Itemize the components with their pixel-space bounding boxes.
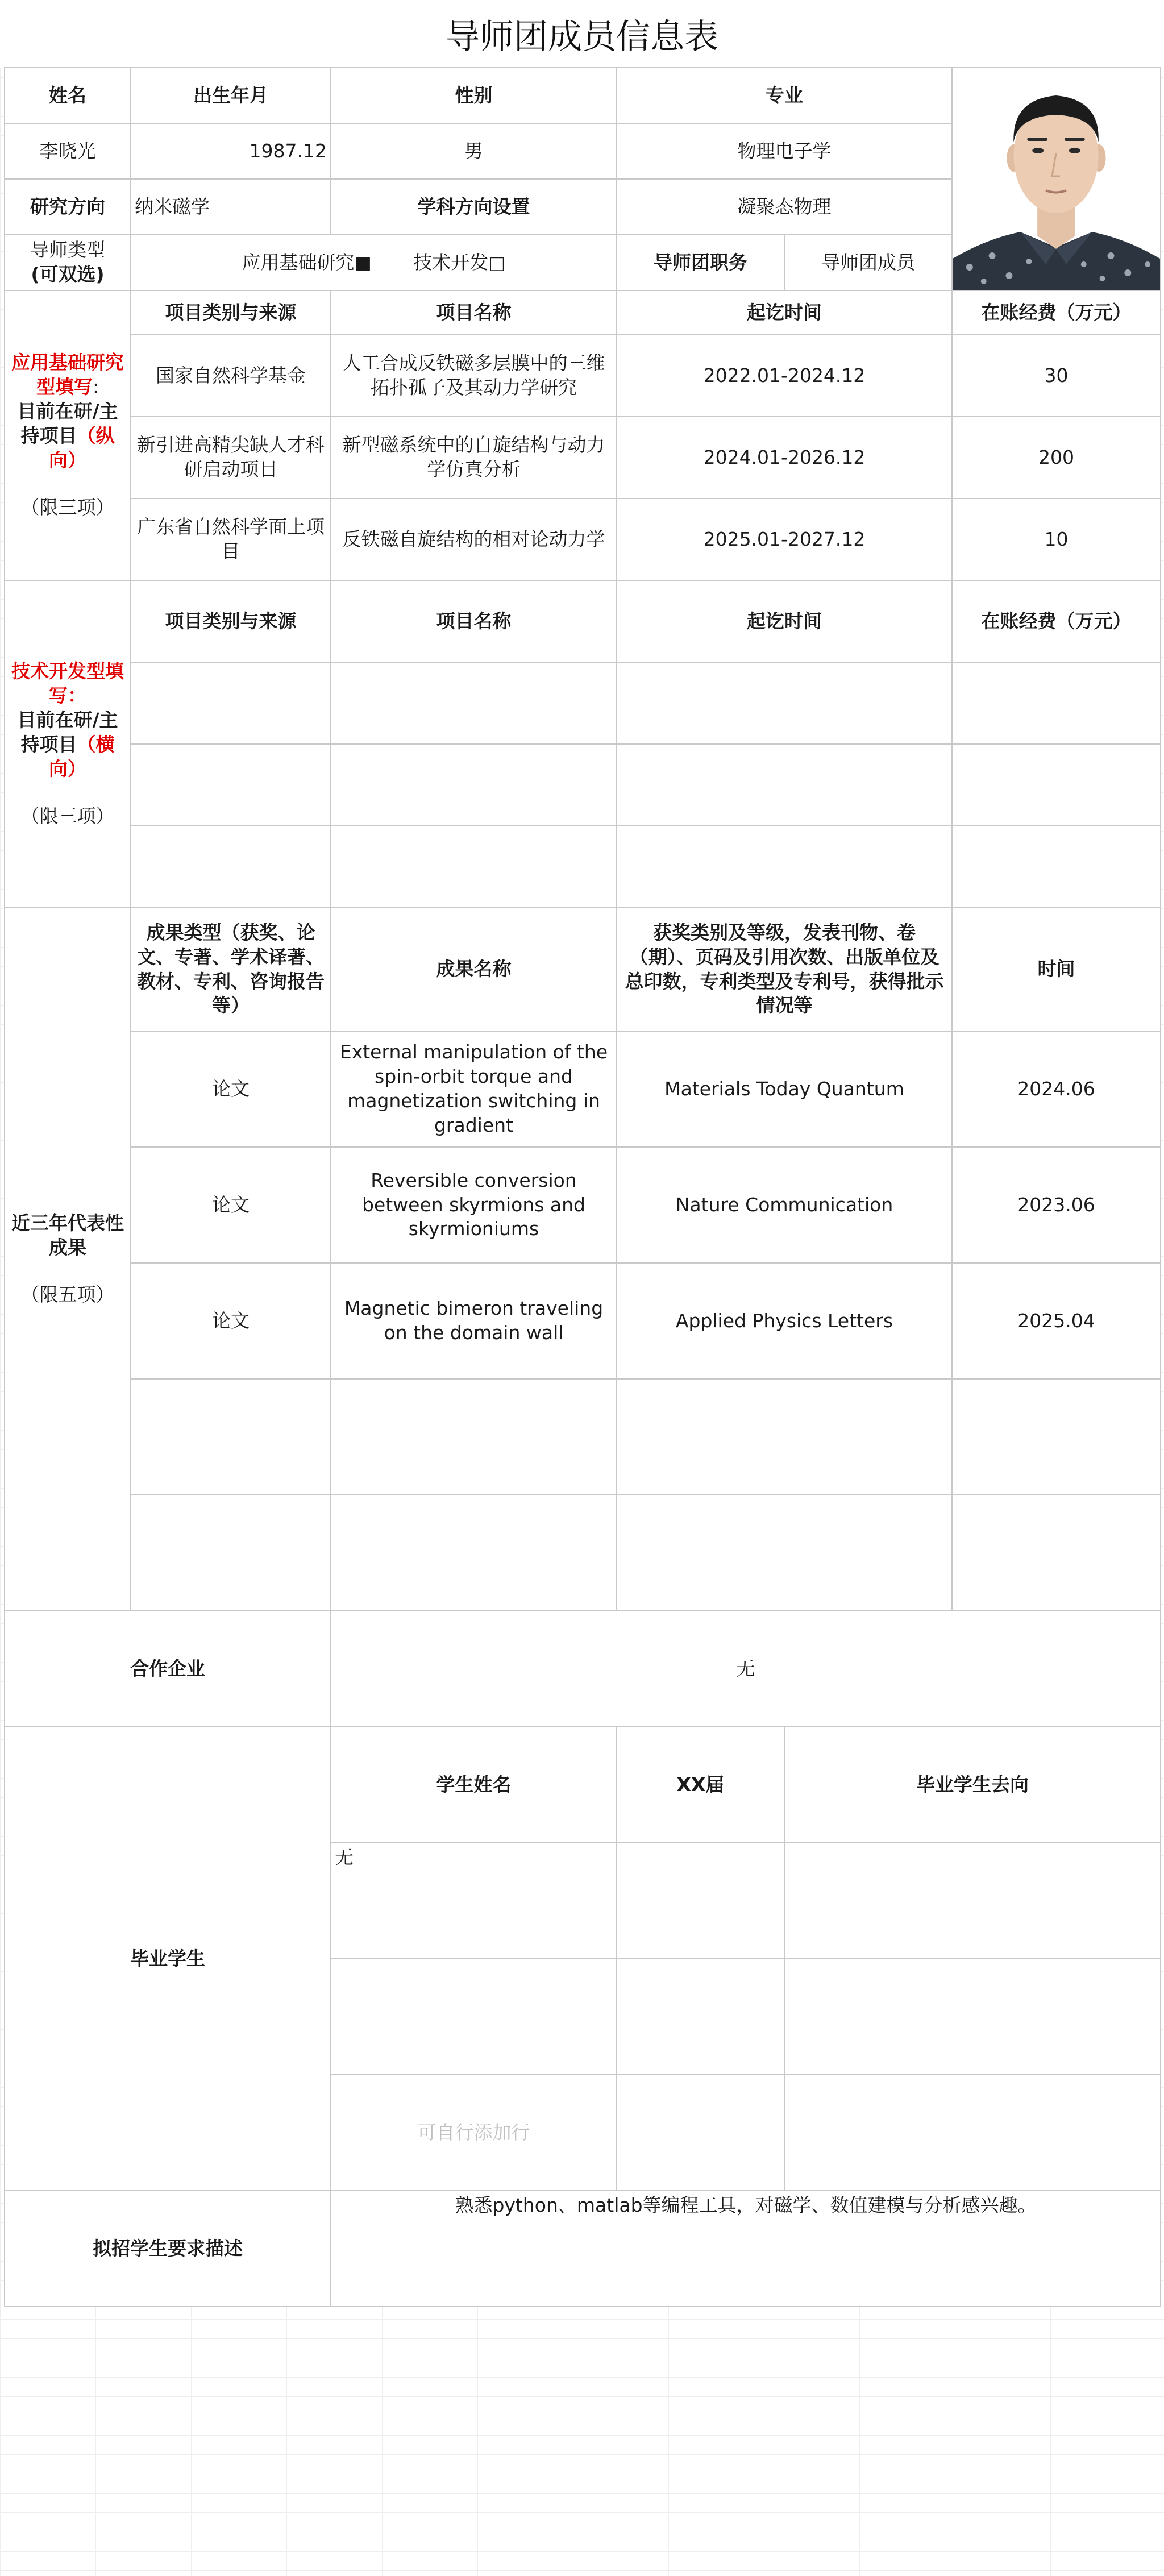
project-source-header: 项目类别与来源 (131, 290, 331, 335)
achievement-name: Reversible conversion between skyrmions and skyrmioniums (331, 1147, 617, 1263)
gender-value: 男 (331, 123, 617, 179)
project-source: 新引进高精尖缺人才科研启动项目 (131, 417, 331, 498)
project-funds: 10 (952, 498, 1161, 580)
empty-cell[interactable] (952, 826, 1161, 908)
profile-photo (953, 68, 1160, 290)
achievement-detail: Applied Physics Letters (617, 1263, 952, 1379)
project-name: 人工合成反铁磁多层膜中的三维拓扑孤子及其动力学研究 (331, 335, 617, 417)
major-value: 物理电子学 (617, 123, 952, 179)
table-row (5, 498, 1161, 580)
table-row (5, 826, 1161, 908)
option-tech-label: 技术开发 (413, 251, 489, 273)
requirements-value: 熟悉python、matlab等编程工具，对磁学、数值建模与分析感兴趣。 (331, 2191, 1161, 2307)
option-applied-checkbox[interactable]: ■ (354, 251, 372, 273)
achievements-side-limit: （限五项） (20, 1283, 115, 1306)
achievements-side: 近三年代表性成果 (11, 1212, 124, 1259)
tech-side-red: 技术开发型填写： (11, 660, 124, 707)
mentor-type-label (5, 235, 131, 290)
discipline-value: 凝聚态物理 (617, 179, 952, 235)
mentor-role-value: 导师团成员 (784, 235, 952, 290)
project-funds-header: 在账经费（万元） (952, 580, 1161, 662)
info-table (4, 67, 1161, 2307)
project-name: 反铁磁自旋结构的相对论动力学 (331, 498, 617, 580)
mentor-type-label-main: 导师类型 (30, 239, 105, 261)
cooperation-label: 合作企业 (5, 1611, 331, 1727)
project-period: 2025.01-2027.12 (617, 498, 952, 580)
empty-cell[interactable] (952, 744, 1161, 826)
empty-cell[interactable] (617, 2075, 784, 2191)
photo-cell (952, 68, 1161, 290)
table-row (5, 1031, 1161, 1147)
empty-cell[interactable] (131, 744, 331, 826)
mentor-role-label: 导师团职务 (617, 235, 784, 290)
option-applied-label: 应用基础研究 (242, 251, 355, 273)
gender-header: 性别 (331, 68, 617, 123)
applied-side-limit: （限三项） (20, 496, 115, 518)
table-row (5, 335, 1161, 417)
tech-side-red2: （横向） (49, 733, 115, 780)
project-name-header: 项目名称 (331, 290, 617, 335)
research-direction-value: 纳米磁学 (131, 179, 331, 235)
cooperation-value: 无 (331, 1611, 1161, 1727)
empty-cell[interactable] (952, 1495, 1161, 1611)
applied-side-colon: : (92, 376, 99, 398)
empty-cell[interactable] (617, 1959, 784, 2075)
project-source-header: 项目类别与来源 (131, 580, 331, 662)
mentor-type-options (131, 235, 617, 290)
achievement-type: 论文 (131, 1263, 331, 1379)
achievement-type: 论文 (131, 1031, 331, 1147)
project-name-header: 项目名称 (331, 580, 617, 662)
achievement-detail-header: 获奖类别及等级，发表刊物、卷（期）、页码及引用次数、出版单位及总印数，专利类型及专利号，获得批示情况等 (617, 908, 952, 1031)
empty-cell[interactable] (952, 1379, 1161, 1495)
empty-cell[interactable] (784, 1959, 1161, 2075)
empty-cell[interactable] (617, 1379, 952, 1495)
project-funds: 200 (952, 417, 1161, 498)
name-value: 李晓光 (5, 123, 131, 179)
birth-value: 1987.12 (131, 123, 331, 179)
birth-header: 出生年月 (131, 68, 331, 123)
empty-cell[interactable] (617, 1843, 784, 1959)
discipline-label: 学科方向设置 (331, 179, 617, 235)
empty-cell[interactable] (617, 662, 952, 744)
achievement-type-header: 成果类型（获奖、论文、专著、学术译著、教材、专利、咨询报告等） (131, 908, 331, 1031)
empty-cell[interactable] (131, 826, 331, 908)
achievement-time-header: 时间 (952, 908, 1161, 1031)
applied-side-black: 目前在研/主持项目 (17, 400, 118, 447)
project-name: 新型磁系统中的自旋结构与动力学仿真分析 (331, 417, 617, 498)
empty-cell[interactable] (617, 1495, 952, 1611)
applied-side-red2: （纵向） (49, 425, 115, 471)
project-funds: 30 (952, 335, 1161, 417)
empty-cell[interactable] (331, 1959, 617, 2075)
table-row (5, 1147, 1161, 1263)
empty-cell[interactable] (331, 1495, 617, 1611)
student-name-value[interactable]: 无 (331, 1843, 617, 1959)
empty-cell[interactable] (617, 744, 952, 826)
table-row (5, 744, 1161, 826)
achievement-name: External manipulation of the spin-orbit torque and magnetization switching in gradient (331, 1031, 617, 1147)
table-row (5, 1379, 1161, 1495)
tech-side-limit: （限三项） (20, 804, 115, 827)
table-row (5, 1495, 1161, 1611)
add-row-hint[interactable]: 可自行添加行 (331, 2075, 617, 2191)
page-title: 导师团成员信息表 (0, 0, 1164, 68)
empty-cell[interactable] (131, 662, 331, 744)
project-period-header: 起讫时间 (617, 580, 952, 662)
empty-cell[interactable] (784, 1843, 1161, 1959)
student-destination-header: 毕业学生去向 (784, 1727, 1161, 1843)
achievement-time: 2024.06 (952, 1031, 1161, 1147)
applied-projects-side-label (5, 290, 131, 580)
graduates-label: 毕业学生 (5, 1727, 331, 2191)
project-period: 2024.01-2026.12 (617, 417, 952, 498)
empty-cell[interactable] (617, 826, 952, 908)
empty-cell[interactable] (331, 744, 617, 826)
project-funds-header: 在账经费（万元） (952, 290, 1161, 335)
empty-cell[interactable] (952, 662, 1161, 744)
project-period: 2022.01-2024.12 (617, 335, 952, 417)
empty-cell[interactable] (331, 826, 617, 908)
requirements-label: 拟招学生要求描述 (5, 2191, 331, 2307)
tech-projects-side-label (5, 580, 131, 908)
empty-cell[interactable] (131, 1379, 331, 1495)
project-period-header: 起讫时间 (617, 290, 952, 335)
achievement-detail: Materials Today Quantum (617, 1031, 952, 1147)
empty-cell[interactable] (131, 1495, 331, 1611)
project-source: 国家自然科学基金 (131, 335, 331, 417)
empty-cell[interactable] (331, 1379, 617, 1495)
table-row (5, 417, 1161, 498)
table-row (5, 662, 1161, 744)
achievement-time: 2023.06 (952, 1147, 1161, 1263)
empty-cell[interactable] (331, 662, 617, 744)
project-source: 广东省自然科学面上项目 (131, 498, 331, 580)
tech-side-black: 目前在研/主持项目 (17, 709, 118, 755)
empty-cell[interactable] (784, 2075, 1161, 2191)
name-header: 姓名 (5, 68, 131, 123)
student-class-header: XX届 (617, 1727, 784, 1843)
applied-side-red: 应用基础研究型填写 (11, 351, 124, 398)
student-name-header: 学生姓名 (331, 1727, 617, 1843)
research-direction-label: 研究方向 (5, 179, 131, 235)
table-row (5, 1263, 1161, 1379)
achievement-detail: Nature Communication (617, 1147, 952, 1263)
achievement-time: 2025.04 (952, 1263, 1161, 1379)
achievement-name-header: 成果名称 (331, 908, 617, 1031)
achievement-name: Magnetic bimeron traveling on the domain wall (331, 1263, 617, 1379)
mentor-type-label-sub: (可双选) (31, 263, 105, 285)
achievements-side-label (5, 908, 131, 1611)
achievement-type: 论文 (131, 1147, 331, 1263)
major-header: 专业 (617, 68, 952, 123)
option-tech-checkbox[interactable]: □ (488, 251, 506, 273)
